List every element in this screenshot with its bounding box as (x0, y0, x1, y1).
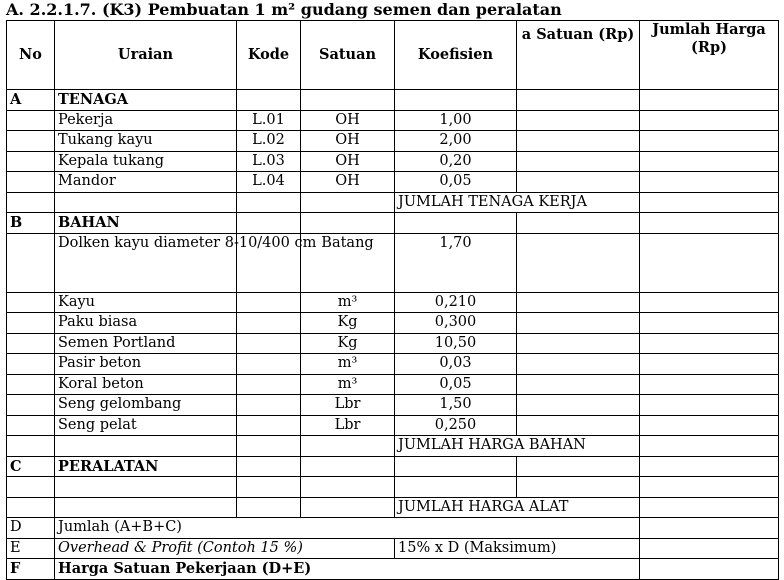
table-row (7, 415, 779, 436)
section-label: TENAGA (55, 90, 237, 111)
uraian-cell: Paku biasa (55, 313, 237, 334)
uraian-cell: Mandor (55, 172, 237, 193)
koefisien-cell: 0,300 (395, 313, 517, 334)
section-no: C (7, 456, 55, 477)
page-title: A. 2.2.1.7. (K3) Pembuatan 1 m² gudang semen dan peralatan (6, 0, 562, 19)
total-label: JUMLAH HARGA ALAT (395, 497, 640, 518)
summary-label: Jumlah (A+B+C) (55, 518, 640, 539)
summary-row-f (7, 559, 779, 580)
uraian-cell: Pekerja (55, 110, 237, 131)
uraian-cell: Semen Portland (55, 333, 237, 354)
table-row (7, 292, 779, 313)
total-row-bahan (7, 436, 779, 457)
table-row (7, 395, 779, 416)
table-row (7, 354, 779, 375)
kode-cell: L.03 (237, 151, 301, 172)
satuan-cell: m³ (301, 374, 395, 395)
koefisien-cell: 1,50 (395, 395, 517, 416)
total-label: JUMLAH HARGA BAHAN (395, 436, 640, 457)
satuan-cell: OH (301, 131, 395, 152)
satuan-cell: OH (301, 172, 395, 193)
table-row (7, 131, 779, 152)
summary-no: E (7, 538, 55, 559)
koefisien-cell: 1,00 (395, 110, 517, 131)
uraian-cell: Dolken kayu diameter 8-10/400 cm (55, 233, 237, 292)
summary-no: D (7, 518, 55, 539)
header-satuan: Satuan (301, 21, 395, 90)
header-jumlah-harga: Jumlah Harga (Rp) (640, 21, 779, 90)
ahsp-table (6, 20, 779, 580)
summary-label: Harga Satuan Pekerjaan (D+E) (55, 559, 640, 580)
empty-row (7, 477, 779, 498)
section-row-tenaga (7, 90, 779, 111)
satuan-cell: Lbr (301, 395, 395, 416)
header-kode: Kode (237, 21, 301, 90)
satuan-cell: Kg (301, 313, 395, 334)
total-row-tenaga (7, 192, 779, 213)
koefisien-cell: 0,210 (395, 292, 517, 313)
satuan-cell: m³ (301, 292, 395, 313)
satuan-cell: Kg (301, 333, 395, 354)
koefisien-cell: 10,50 (395, 333, 517, 354)
uraian-cell: Koral beton (55, 374, 237, 395)
uraian-cell: Kayu (55, 292, 237, 313)
total-label: JUMLAH TENAGA KERJA (395, 192, 640, 213)
header-koefisien: Koefisien (395, 21, 517, 90)
summary-row-d (7, 518, 779, 539)
table-row (7, 151, 779, 172)
header-uraian: Uraian (55, 21, 237, 90)
koefisien-cell: 0,03 (395, 354, 517, 375)
table-row (7, 110, 779, 131)
table-row (7, 172, 779, 193)
total-row-peralatan (7, 497, 779, 518)
uraian-cell: Pasir beton (55, 354, 237, 375)
summary-no: F (7, 559, 55, 580)
table-row (7, 333, 779, 354)
satuan-cell: m³ (301, 354, 395, 375)
section-label: PERALATAN (55, 456, 237, 477)
kode-cell: L.01 (237, 110, 301, 131)
section-no: A (7, 90, 55, 111)
uraian-cell: Tukang kayu (55, 131, 237, 152)
header-harga-satuan: a Satuan (Rp) (517, 21, 640, 90)
satuan-cell: OH (301, 110, 395, 131)
table-row (7, 374, 779, 395)
kode-cell: L.02 (237, 131, 301, 152)
section-row-bahan (7, 213, 779, 234)
table-row (7, 313, 779, 334)
summary-row-e (7, 538, 779, 559)
uraian-cell: Seng gelombang (55, 395, 237, 416)
uraian-cell: Seng pelat (55, 415, 237, 436)
satuan-cell: Lbr (301, 415, 395, 436)
header-no: No (7, 21, 55, 90)
header-row (7, 21, 779, 90)
section-label: BAHAN (55, 213, 237, 234)
table-row (7, 233, 779, 292)
satuan-cell: OH (301, 151, 395, 172)
koefisien-cell: 1,70 (395, 233, 517, 292)
summary-note: 15% x D (Maksimum) (395, 538, 640, 559)
section-row-peralatan (7, 456, 779, 477)
summary-label: Overhead & Profit (Contoh 15 %) (55, 538, 395, 559)
section-no: B (7, 213, 55, 234)
koefisien-cell: 0,250 (395, 415, 517, 436)
koefisien-cell: 2,00 (395, 131, 517, 152)
uraian-cell: Kepala tukang (55, 151, 237, 172)
koefisien-cell: 0,05 (395, 374, 517, 395)
koefisien-cell: 0,05 (395, 172, 517, 193)
koefisien-cell: 0,20 (395, 151, 517, 172)
satuan-cell: Batang (301, 233, 395, 292)
kode-cell: L.04 (237, 172, 301, 193)
